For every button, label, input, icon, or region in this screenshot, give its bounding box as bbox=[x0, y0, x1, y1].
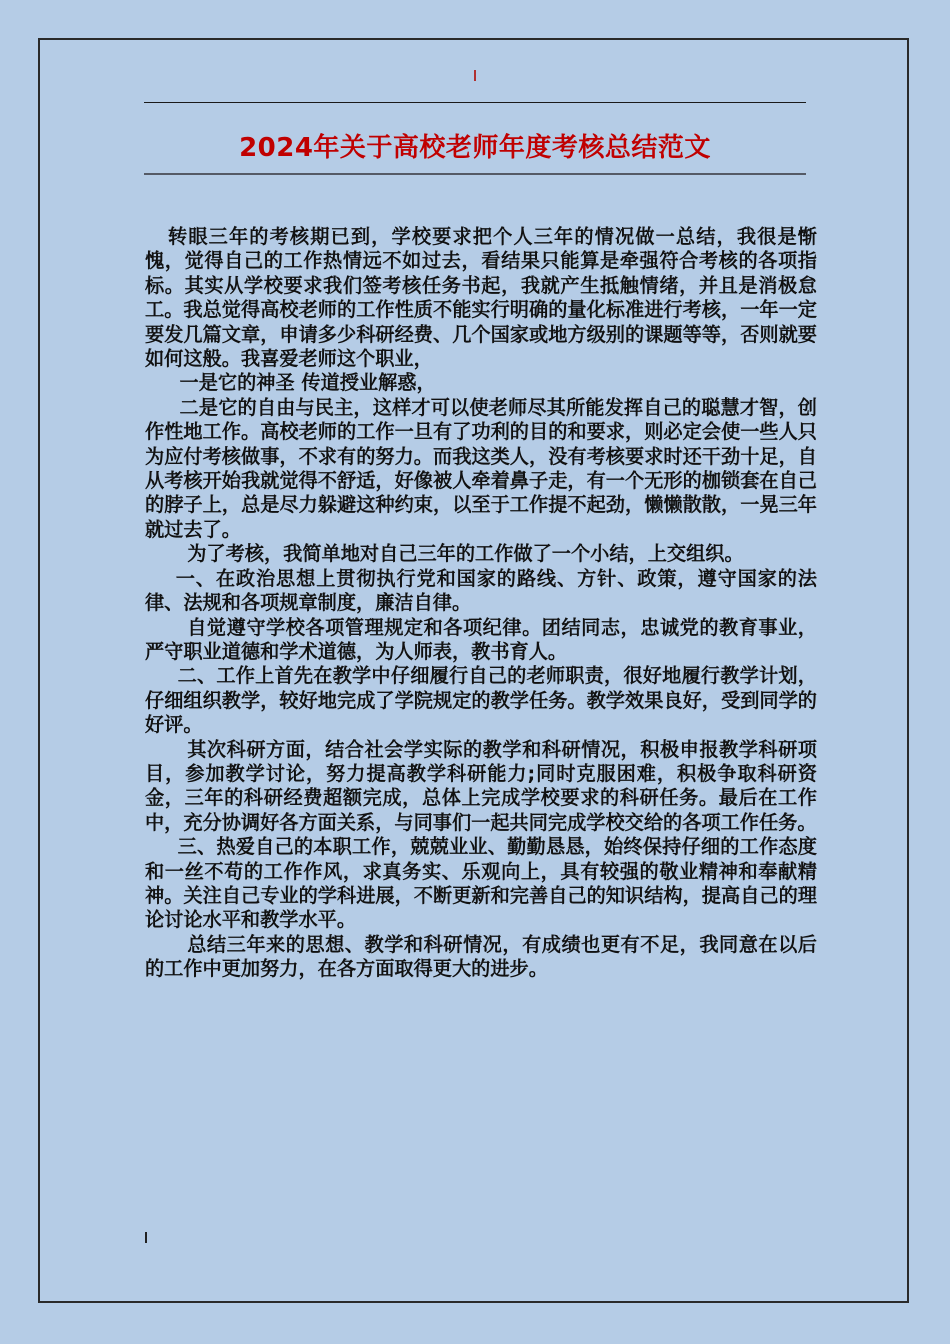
body-paragraph: 一是它的神圣 传道授业解惑， bbox=[179, 371, 436, 395]
body-paragraph: 二、工作上首先在教学中仔细履行自己的老师职责，很好地履行教学计划，仔细组织教学，较好地完成了学院规定的教学任务。教学效果良好，受到同学的好评。 bbox=[145, 664, 817, 737]
header-rule bbox=[144, 102, 806, 103]
header-cursor-mark bbox=[474, 70, 476, 81]
body-paragraph: 转眼三年的考核期已到，学校要求把个人三年的情况做一总结，我很是惭愧，觉得自己的工作热情远不如过去，看结果只能算是牵强符合考核的各项指标。其实从学校要求我们签考核任务书起，我就产生抵触情绪，并且是消极怠工。我总觉得高校老师的工作性质不能实行明确的量化标准进行考核，一年一定要发几篇文章，申请多少科研经费、几个国家或地方级别的课题等等，否则就要如何这般。我喜爱老师这个职业， bbox=[145, 225, 817, 371]
footer-cursor-mark bbox=[145, 1232, 147, 1243]
body-paragraph: 一、在政治思想上贯彻执行党和国家的路线、方针、政策，遵守国家的法律、法规和各项规章制度，廉洁自律。 bbox=[145, 566, 817, 615]
document-body bbox=[145, 225, 817, 982]
title-underline bbox=[144, 173, 806, 175]
body-paragraph: 为了考核，我简单地对自己三年的工作做了一个小结，上交组织。 bbox=[187, 542, 744, 566]
body-paragraph: 自觉遵守学校各项管理规定和各项纪律。团结同志，忠诚党的教育事业，严守职业道德和学术道德，为人师表，教书育人。 bbox=[145, 615, 817, 663]
body-paragraph: 其次科研方面，结合社会学实际的教学和科研情况，积极申报教学科研项目，参加教学讨论，努力提高教学科研能力;同时克服困难，积极争取科研资金，三年的科研经费超额完成，总体上完成学校要求的科研任务。最后在工作中，充分协调好各方面关系，与同事们一起共同完成学校交给的各项工作任务。 bbox=[145, 737, 817, 834]
body-paragraph: 二是它的自由与民主，这样才可以使老师尽其所能发挥自己的聪慧才智，创作性地工作。高校老师的工作一旦有了功利的目的和要求，则必定会使一些人只为应付考核做事，不求有的努力。而我这类人，没有考核要求时还干劲十足，自从考核开始我就觉得不舒适，好像被人牵着鼻子走，有一个无形的枷锁套在自己的脖子上，总是尽力躲避这种约束，以至于工作提不起劲，懒懒散散，一晃三年就过去了。 bbox=[145, 395, 817, 541]
body-paragraph: 三、热爱自己的本职工作，兢兢业业、勤勤恳恳，始终保持仔细的工作态度和一丝不苟的工作作风，求真务实、乐观向上，具有较强的敬业精神和奉献精神。关注自己专业的学科进展，不断更新和完善自己的知识结构，提高自己的理论讨论水平和教学水平。 bbox=[145, 835, 817, 932]
body-paragraph: 总结三年来的思想、教学和科研情况，有成绩也更有不足，我同意在以后的工作中更加努力，在各方面取得更大的进步。 bbox=[145, 932, 817, 981]
document-title: 2024年关于高校老师年度考核总结范文 bbox=[239, 133, 711, 163]
